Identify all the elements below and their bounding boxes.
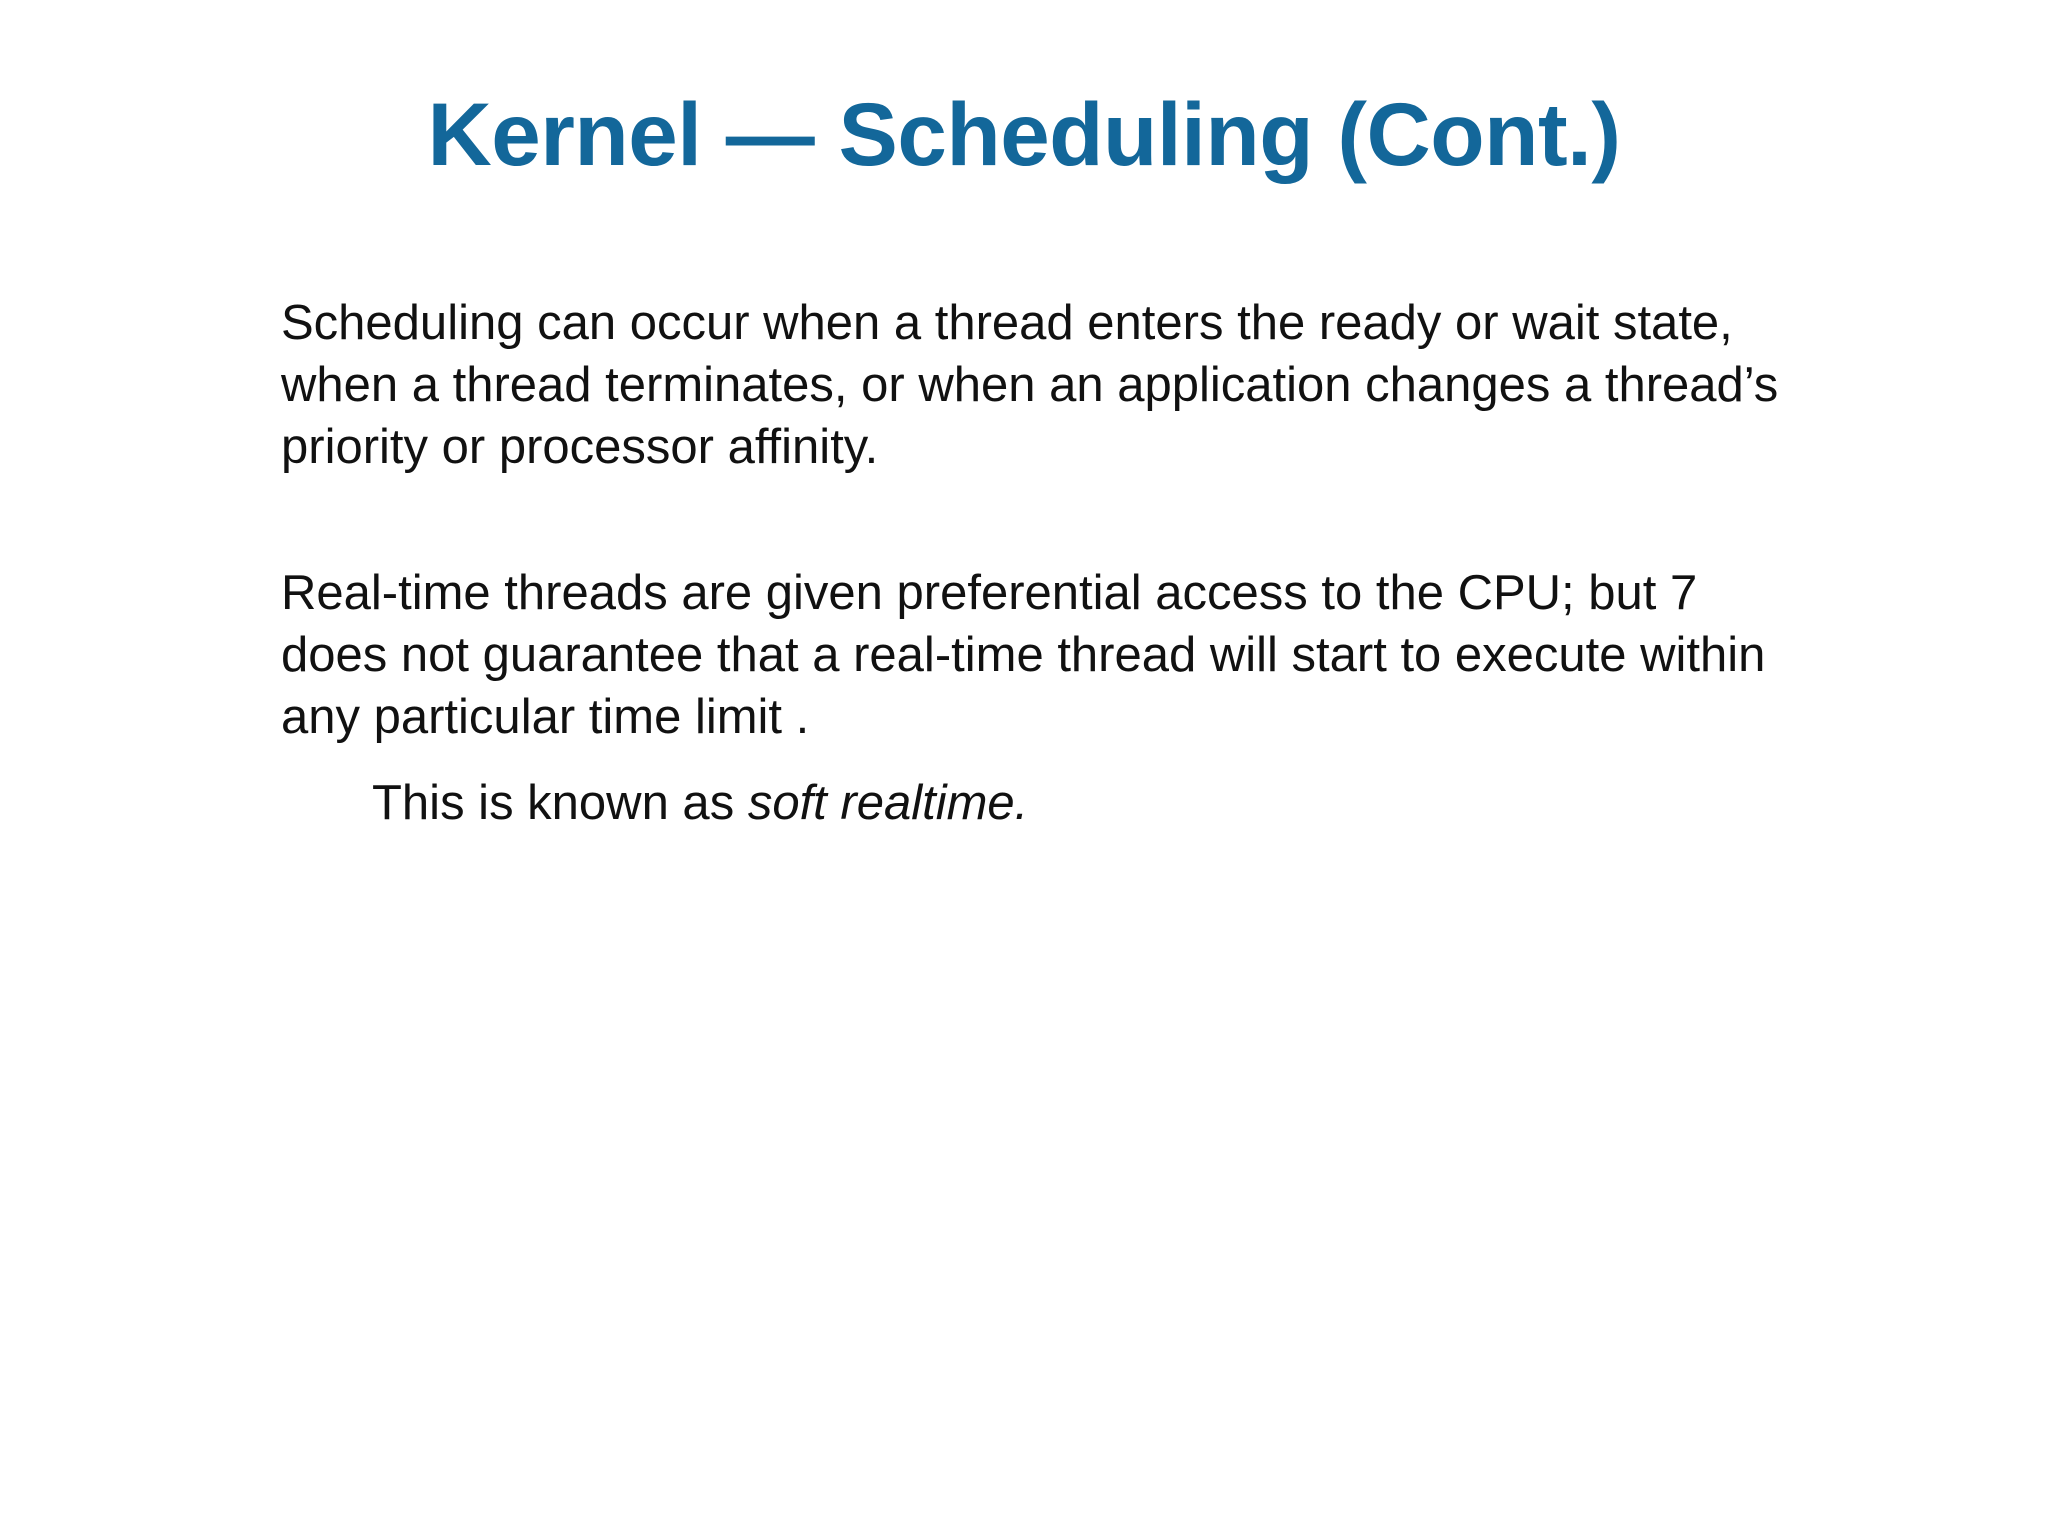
- paragraph-line: Real-time threads are given preferential access to the CPU; but 7: [281, 566, 1698, 620]
- sub-point-soft-realtime: [372, 772, 1028, 834]
- paragraph-line: when a thread terminates, or when an application changes a thread’s: [281, 358, 1779, 412]
- body-paragraph-scheduling: [281, 292, 1901, 478]
- slide-title: Kernel — Scheduling (Cont.): [427, 84, 1621, 184]
- sub-point-prefix: This is known as: [372, 776, 748, 830]
- paragraph-line: any particular time limit .: [281, 690, 810, 744]
- sub-point-emphasis: soft realtime.: [747, 776, 1029, 830]
- body-paragraph-realtime: [281, 562, 1901, 748]
- paragraph-line: does not guarantee that a real-time thread will start to execute within: [281, 628, 1766, 682]
- paragraph-line: Scheduling can occur when a thread enters the ready or wait state,: [281, 296, 1733, 350]
- paragraph-line: priority or processor affinity.: [281, 420, 879, 474]
